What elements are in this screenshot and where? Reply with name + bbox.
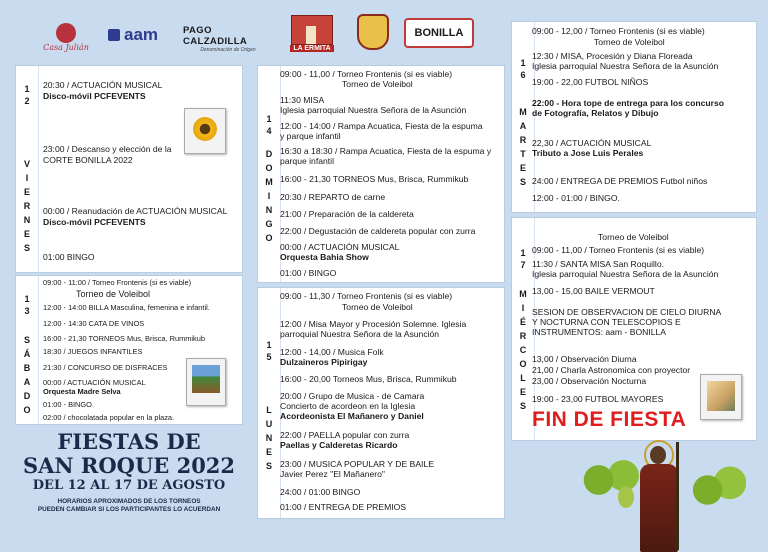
event-item: 12:30 / MISA, Procesión y Diana Floreada — [532, 51, 693, 61]
event-item: Orquesta Bahia Show — [280, 252, 369, 262]
la-ermita-logo: LA ERMITA — [286, 12, 338, 54]
event-item: 12:00 - 14:00 BILLA Masculina, femenina e infantil. — [43, 303, 210, 312]
day-band-lunes: 1 5 L U N E S — [258, 288, 281, 518]
event-item: 21:30 / CONCURSO DE DISFRACES — [43, 363, 168, 372]
event-item: 20:30 / ACTUACIÓN MUSICAL Disco-móvil PCFEVENTS — [43, 80, 163, 101]
event-item: 00:00 / ACTUACIÓN MUSICAL — [43, 378, 146, 387]
painting-photo — [700, 374, 742, 420]
event-item: Javier Perez "El Mañanero" — [280, 469, 385, 479]
event-item: 12:00 / Misa Mayor y Procesión Solemne. Iglesia — [280, 319, 467, 329]
event-item: 09:00 - 11,00 / Torneo Frontenis (si es viable) — [532, 245, 705, 255]
event-item: Concierto de acordeon en la Iglesia — [280, 401, 416, 411]
event-item: Torneo de Voleibol — [342, 302, 413, 312]
event-item: 09:00 - 11,30 / Torneo Frontenis (si es viable) — [280, 291, 453, 301]
event-item: parque infantil — [280, 156, 334, 166]
event-item: Torneo de Voleibol — [342, 79, 413, 89]
painting-icon — [707, 381, 735, 411]
aam-logo: aam — [108, 24, 158, 46]
event-item: Paellas y Calderetas Ricardo — [280, 440, 398, 450]
event-item: Torneo de Voleibol — [594, 37, 665, 47]
event-item: 21:00 / Preparación de la caldereta — [280, 209, 414, 219]
event-item: 13,00 - 15,00 BAILE VERMOUT — [532, 286, 655, 296]
event-item: 12:00 - 14:00 / Rampa Acuatica, Fiesta de la espuma — [280, 121, 483, 131]
event-item: 22,30 / ACTUACIÓN MUSICAL — [532, 138, 652, 148]
vine-leaves-right-icon — [682, 466, 746, 514]
event-item: Torneo de Voleibol — [598, 232, 669, 242]
event-item: Iglesia parroquial Nuestra Señora de la Asunción — [532, 269, 719, 279]
event-item: 12:00 - 14:30 CATA DE VINOS — [43, 319, 145, 328]
event-item: 16:00 - 21,30 TORNEOS Mus, Brisca, Rummikub — [43, 334, 205, 343]
event-item: 24:00 / 01:00 BINGO — [280, 487, 361, 497]
day-band-viernes: 1 2 V I E R N E S — [16, 66, 39, 272]
event-item: 19:00 - 22,00 FUTBOL NIÑOS — [532, 77, 649, 87]
town-crest-logo — [356, 14, 390, 50]
panel-viernes — [16, 66, 242, 272]
event-item: Tributo a Jose Luis Perales — [532, 148, 644, 158]
event-item: y parque infantil — [280, 131, 341, 141]
event-item: 09:00 - 11:00 / Torneo Frontenis (si es viable) — [43, 278, 192, 287]
festival-dates: DEL 12 AL 17 DE AGOSTO — [32, 478, 226, 493]
landscape-painting-icon — [192, 365, 220, 393]
grapes-icon — [618, 486, 634, 508]
event-item: Iglesia parroquial Nuestra Señora de la Asunción — [532, 61, 719, 71]
event-item: 16:30 a 18:30 / Rampa Acuatica, Fiesta de la espuma y — [280, 146, 492, 156]
ermita-building-icon — [291, 15, 333, 45]
event-item: 12:00 - 01:00 / BINGO. — [532, 193, 620, 203]
event-item: 22:00 / PAELLA popular con zurra — [280, 430, 410, 440]
event-item: Acordeonista El Mañanero y Daniel — [280, 411, 424, 421]
festival-title-line2: SAN ROQUE 2022 — [22, 453, 236, 478]
event-item: 16:00 - 21,30 TORNEOS Mus, Brisca, Rummikub — [280, 174, 469, 184]
event-item: Y NOCTURNA CON TELESCOPIOS E — [532, 317, 681, 327]
panel-martes — [512, 22, 756, 212]
event-item: 22:00 - Hora tope de entrega para los concurso — [532, 98, 724, 108]
crest-shield-icon — [357, 14, 389, 50]
event-item: 23:00 / Descanso y elección de la CORTE BONILLA 2022 — [43, 144, 172, 165]
landscape-photo — [186, 358, 226, 406]
day-band-miercoles: 1 7 M I É R C O L E S — [512, 218, 535, 440]
casa-julian-emblem-icon — [56, 23, 76, 43]
san-roque-illustration — [578, 440, 748, 552]
event-item: 01:00 - BINGO. — [43, 400, 94, 409]
event-item: Torneo de Voleibol — [76, 289, 151, 299]
event-item: 21,00 / Charla Astronomica con proyector — [532, 365, 691, 375]
panel-sabado — [16, 276, 242, 424]
event-item: parroquial Nuestra Señora de la Asunción — [280, 329, 440, 339]
event-item: 11:30 MISA — [280, 95, 325, 105]
event-item: 09:00 - 12,00 / Torneo Frontenis (si es viable) — [532, 26, 705, 36]
day-band-martes: 1 6 M A R T E S — [512, 22, 535, 212]
event-item: 00:00 / ACTUACIÓN MUSICAL — [280, 242, 400, 252]
saint-staff-icon — [676, 442, 679, 550]
torneos-note-line1: HORARIOS APROXIMADOS DE LOS TORNEOS — [57, 498, 201, 505]
casa-julian-logo: Casa Julián — [40, 16, 92, 58]
event-item: 00:00 / Reanudación de ACTUACIÓN MUSICAL Disco-móvil PCFEVENTS — [43, 206, 228, 227]
pago-calzadilla-logo: PAGO CALZADILLA Denominación de Origen — [183, 25, 256, 53]
panel-lunes — [258, 288, 504, 518]
event-item: 02:00 / chocolatada popular en la plaza. — [43, 413, 175, 422]
event-item: Orquesta Madre Selva — [43, 387, 121, 396]
event-item: 09:00 - 11,00 / Torneo Frontenis (si es viable) — [280, 69, 453, 79]
event-item: 20:00 / Grupo de Musica - de Camara — [280, 391, 425, 401]
event-item: INSTRUMENTOS: aam - BONILLA — [532, 327, 667, 337]
torneos-note-line2: PUEDEN CAMBIAR SI LOS PARTICIPANTES LO ACUERDAN — [37, 506, 221, 513]
event-item: 16:00 - 20,00 Torneos Mus, Brisca, Rummikub — [280, 374, 457, 384]
day-band-sabado: 1 3 S Á B A D O — [16, 276, 39, 424]
event-item: 24:00 / ENTREGA DE PREMIOS Futbol niños — [532, 176, 708, 186]
event-item: 20:30 / REPARTO de carne — [280, 192, 386, 202]
event-item: Iglesia parroquial Nuestra Señora de la Asunción — [280, 105, 467, 115]
fin-de-fiesta-heading: FIN DE FIESTA — [532, 408, 687, 431]
day-band-domingo: 1 4 D O M I N G O — [258, 66, 281, 282]
saint-body-icon — [640, 464, 678, 552]
event-item: 22:00 / Degustación de caldereta popular con zurra — [280, 226, 476, 236]
event-item: 13,00 / Observación Diurna — [532, 354, 637, 364]
event-item: 18:30 / JUEGOS INFANTILES — [43, 347, 143, 356]
panel-domingo — [258, 66, 504, 282]
event-item: 01:00 / BINGO — [280, 268, 337, 278]
event-item: 12:00 - 14,00 / Musica Folk — [280, 347, 384, 357]
event-item: 23:00 / MUSICA POPULAR Y DE BAILE — [280, 459, 434, 469]
event-item: 01:00 / ENTREGA DE PREMIOS — [280, 502, 407, 512]
event-item: 23,00 / Observación Nocturna — [532, 376, 647, 386]
aam-emblem-icon — [108, 29, 120, 41]
festival-title-line1: FIESTAS DE — [57, 429, 201, 454]
event-item: de Fotografía, Relatos y Dibujo — [532, 108, 659, 118]
sunflower-photo — [184, 108, 226, 154]
panel-miercoles — [512, 218, 756, 440]
event-item: 01:00 BINGO — [43, 252, 95, 262]
event-item: 19:00 - 23,00 FUTBOL MAYORES — [532, 394, 664, 404]
saint-head-icon — [650, 446, 666, 464]
event-item: 11:30 / SANTA MISA San Roquillo. — [532, 259, 664, 269]
bonilla-sign: BONILLA — [404, 18, 474, 48]
sunflower-icon — [193, 117, 217, 141]
event-item: Dulzaineros Pipirigay — [280, 357, 368, 367]
event-item: SESION DE OBSERVACION DE CIELO DIURNA — [532, 307, 722, 317]
